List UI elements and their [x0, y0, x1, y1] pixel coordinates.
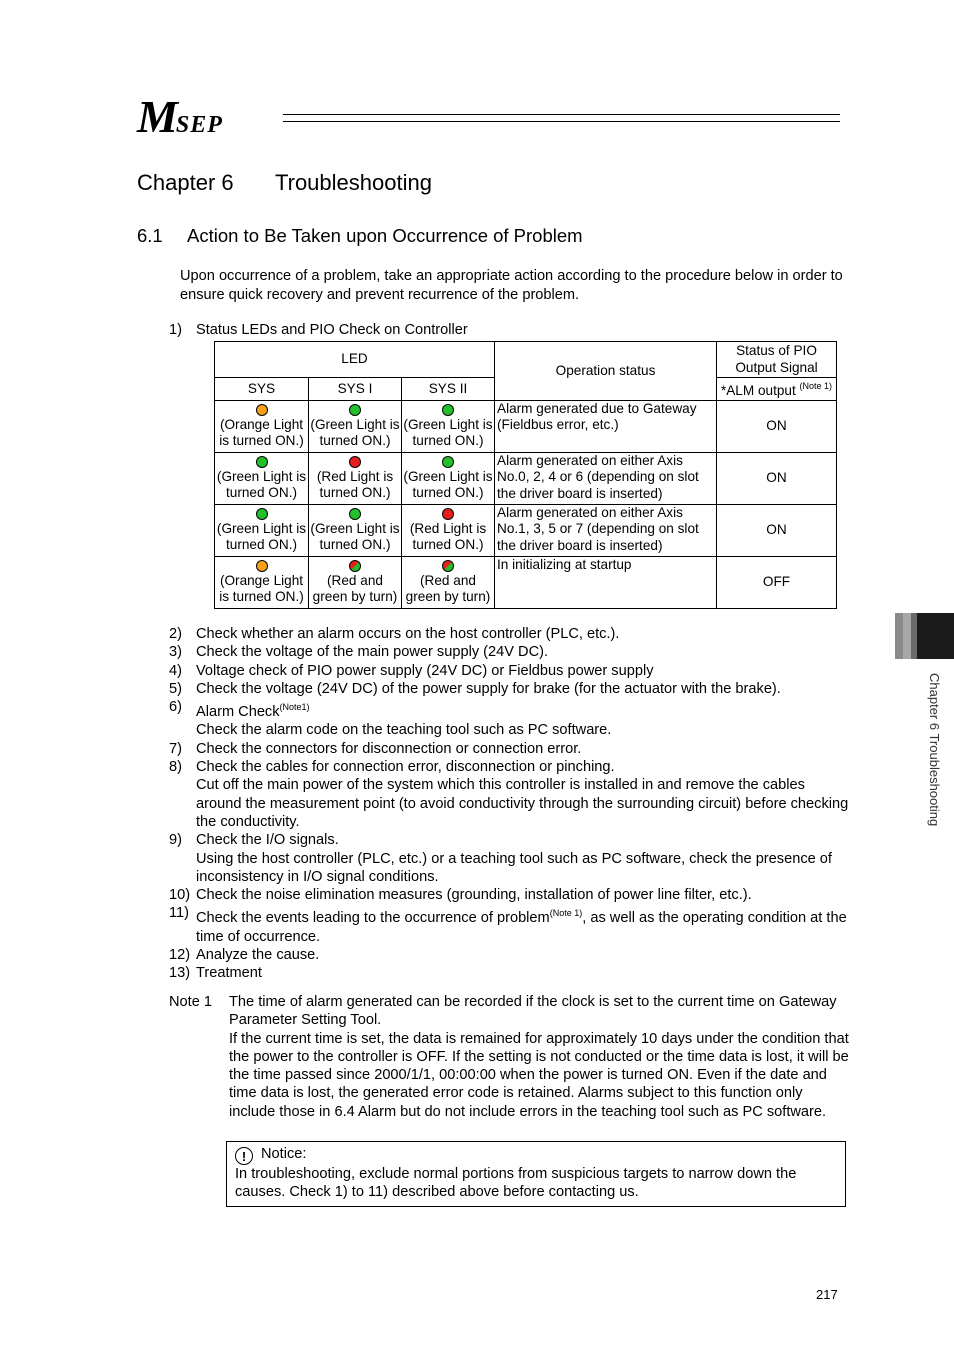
- pio-status-header: Status of PIO Output Signal: [717, 342, 837, 378]
- chapter-name: Troubleshooting: [275, 170, 432, 195]
- list-body: [196, 831, 849, 886]
- list-body: [196, 758, 849, 831]
- header-rule-top: [283, 114, 840, 115]
- led-label: (Orange Light is turned ON.): [219, 416, 304, 448]
- list-item: [169, 831, 849, 886]
- intro-paragraph: Upon occurrence of a problem, take an appropriate action according to the procedure below in order to ensure quick recovery and prevent recurrence of the problem.: [180, 268, 843, 303]
- led-label: (Red and green by turn): [405, 572, 491, 604]
- page-number: 217: [816, 1287, 838, 1302]
- list-item-1: [169, 322, 468, 338]
- led-label: (Red Light is turned ON.): [409, 520, 487, 552]
- list-item: [169, 758, 849, 831]
- led-cell: [309, 452, 402, 504]
- pio-status-cell: ON: [717, 400, 837, 452]
- pio-status-cell: ON: [717, 452, 837, 504]
- list-number: 9): [169, 832, 182, 849]
- note-paragraph-1: The time of alarm generated can be recorded if the clock is set to the current time on Gateway Parameter Setting Tool.: [229, 994, 837, 1029]
- led-cell: [402, 400, 495, 452]
- list-text: Check the I/O signals.: [196, 832, 339, 849]
- notice-box: [226, 1141, 846, 1207]
- led-indicator-icon: [256, 508, 268, 520]
- list-text: Status LEDs and PIO Check on Controller: [196, 322, 468, 338]
- led-cell: [309, 556, 402, 608]
- list-text: Check the connectors for disconnection or connection error.: [196, 740, 582, 757]
- side-tab-block: [917, 613, 954, 659]
- list-text: Check the events leading to the occurrence of problem: [196, 910, 550, 927]
- led-cell: [402, 452, 495, 504]
- list-number: 13): [169, 965, 191, 982]
- list-body: [196, 698, 849, 740]
- list-number: 12): [169, 947, 191, 964]
- list-body: [196, 886, 849, 904]
- led-indicator-icon: [442, 508, 454, 520]
- list-number: 7): [169, 740, 182, 757]
- list-item: [169, 946, 849, 964]
- note-paragraph-2: If the current time is set, the data is remained for approximately 10 days under the condition that the power to the controller is OFF. If the setting is not conducted or the time data is lost, it will be the time passed since 2000/1/1, 00:00:00 when the power is turned ON. Even if the date and time data is lost, the generated error code is retained. Alarms subject to this function only include those in 6.4 Alarm but do not include errors in the teaching tool such as PC software.: [229, 1030, 849, 1120]
- led-status-table: [214, 341, 837, 609]
- list-number: 2): [169, 626, 182, 642]
- table-row: [215, 452, 837, 504]
- list-item: [169, 680, 849, 698]
- alm-output-label: *ALM output: [720, 383, 796, 398]
- side-tab-label: Chapter 6 Troubleshooting: [927, 673, 942, 827]
- note-1: [169, 993, 849, 1121]
- led-label: (Green Light is turned ON.): [403, 416, 493, 448]
- list-number: 1): [169, 322, 182, 338]
- list-number: 4): [169, 662, 182, 679]
- list-text: Check whether an alarm occurs on the host controller (PLC, etc.).: [196, 626, 620, 642]
- side-tab-shade-1: [895, 613, 903, 659]
- led-label: (Green Light is turned ON.): [310, 416, 400, 448]
- list-body: [196, 904, 849, 946]
- list-text: Voltage check of PIO power supply (24V DC) or Fieldbus power supply: [196, 662, 654, 679]
- list-detail: Using the host controller (PLC, etc.) or a teaching tool such as PC software, check the presence of inconsistency in I/O signal conditions.: [196, 850, 832, 885]
- alm-output-header: [717, 378, 837, 401]
- led-label: (Green Light is turned ON.): [310, 520, 400, 552]
- list-number: 11): [169, 905, 190, 922]
- notice-title: Notice:: [261, 1146, 307, 1162]
- header-rule-bottom: [283, 121, 840, 122]
- led-cell: [402, 556, 495, 608]
- table-row: [215, 556, 837, 608]
- mse p-logo: [137, 90, 223, 143]
- list-number: 10): [169, 887, 191, 904]
- list-number: 6): [169, 699, 182, 716]
- list-text: Check the cables for connection error, disconnection or pinching.: [196, 759, 615, 776]
- procedure-list: [169, 625, 849, 983]
- led-cell: [309, 504, 402, 556]
- led-cell: [215, 556, 309, 608]
- note-label: Note 1: [169, 994, 212, 1010]
- note-reference: (Note 1): [549, 908, 583, 919]
- col-sys: SYS: [215, 378, 309, 401]
- list-text: Alarm Check: [196, 704, 280, 721]
- operation-status-header: Operation status: [495, 342, 717, 401]
- list-body: [196, 643, 849, 661]
- list-body: [196, 625, 849, 643]
- led-indicator-icon: [442, 456, 454, 468]
- list-body: [196, 964, 849, 982]
- led-cell: [215, 504, 309, 556]
- operation-status-cell: Alarm generated due to Gateway (Fieldbus error, etc.): [495, 400, 717, 452]
- list-item: [169, 964, 849, 982]
- led-header: LED: [215, 342, 495, 378]
- list-body: [196, 740, 849, 758]
- list-item: [169, 625, 849, 643]
- list-text: Check the noise elimination measures (grounding, installation of power line filter, etc.).: [196, 887, 752, 904]
- list-detail: Check the alarm code on the teaching tool such as PC software.: [196, 722, 612, 739]
- led-indicator-icon: [349, 508, 361, 520]
- led-label: (Green Light is turned ON.): [216, 520, 307, 552]
- pio-status-cell: OFF: [717, 556, 837, 608]
- led-indicator-icon: [256, 456, 268, 468]
- led-label: (Orange Light is turned ON.): [219, 572, 304, 604]
- led-indicator-icon: [349, 404, 361, 416]
- led-label: (Green Light is turned ON.): [216, 468, 307, 500]
- led-indicator-icon: [349, 560, 361, 572]
- table-row: [215, 400, 837, 452]
- led-label: (Red Light is turned ON.): [316, 468, 394, 500]
- led-cell: [402, 504, 495, 556]
- logo-rest: SEP: [175, 112, 223, 138]
- list-text: Check the voltage (24V DC) of the power supply for brake (for the actuator with the brake).: [196, 680, 781, 697]
- col-sys-ii: SYS II: [402, 378, 495, 401]
- led-label: (Green Light is turned ON.): [403, 468, 493, 500]
- led-table-body: [215, 400, 837, 608]
- side-tab-shade-2: [903, 613, 911, 659]
- notice-text: In troubleshooting, exclude normal portions from suspicious targets to narrow down the causes. Check 1) to 11) described above before contacting us.: [235, 1166, 797, 1201]
- led-cell: [309, 400, 402, 452]
- col-sys-i: SYS I: [309, 378, 402, 401]
- list-item: [169, 662, 849, 680]
- operation-status-cell: Alarm generated on either Axis No.0, 2, 4 or 6 (depending on slot the driver board is inserted): [495, 452, 717, 504]
- logo-m: M: [137, 91, 176, 142]
- list-detail: Cut off the main power of the system which this controller is installed in and remove the cables around the measurement point (to avoid conductivity through the surrounding circuit) before checking the conductivity.: [196, 777, 849, 830]
- section-name: Action to Be Taken upon Occurrence of Problem: [187, 225, 583, 246]
- list-body: [196, 662, 849, 680]
- chapter-title: [137, 170, 432, 196]
- operation-status-cell: Alarm generated on either Axis No.1, 3, 5 or 7 (depending on slot the driver board is inserted): [495, 504, 717, 556]
- list-body: [196, 946, 849, 964]
- led-indicator-icon: [256, 560, 268, 572]
- led-indicator-icon: [256, 404, 268, 416]
- led-indicator-icon: [442, 404, 454, 416]
- operation-status-cell: In initializing at startup: [495, 556, 717, 608]
- chapter-label: Chapter 6: [137, 170, 234, 195]
- list-text: Analyze the cause.: [196, 947, 320, 964]
- led-label: (Red and green by turn): [312, 572, 398, 604]
- section-number: 6.1: [137, 225, 163, 246]
- list-text: Check the voltage of the main power supply (24V DC).: [196, 644, 549, 661]
- pio-status-cell: ON: [717, 504, 837, 556]
- list-item: [169, 740, 849, 758]
- note-reference: (Note1): [279, 702, 310, 713]
- list-number: 3): [169, 644, 182, 661]
- list-number: 8): [169, 759, 182, 776]
- section-title: [137, 225, 583, 247]
- led-cell: [215, 452, 309, 504]
- led-cell: [215, 400, 309, 452]
- led-indicator-icon: [349, 456, 361, 468]
- list-item: [169, 886, 849, 904]
- table-row: [215, 504, 837, 556]
- exclamation-icon: !: [235, 1147, 253, 1165]
- list-body: [196, 680, 849, 698]
- list-number: 5): [169, 680, 182, 697]
- list-text-continued: , as well as the operating condition at the time of occurrence.: [196, 910, 847, 945]
- list-item: [169, 643, 849, 661]
- list-item: [169, 904, 849, 946]
- list-text: Treatment: [196, 965, 262, 982]
- led-indicator-icon: [442, 560, 454, 572]
- alm-note: (Note 1): [799, 381, 833, 391]
- list-item: [169, 698, 849, 740]
